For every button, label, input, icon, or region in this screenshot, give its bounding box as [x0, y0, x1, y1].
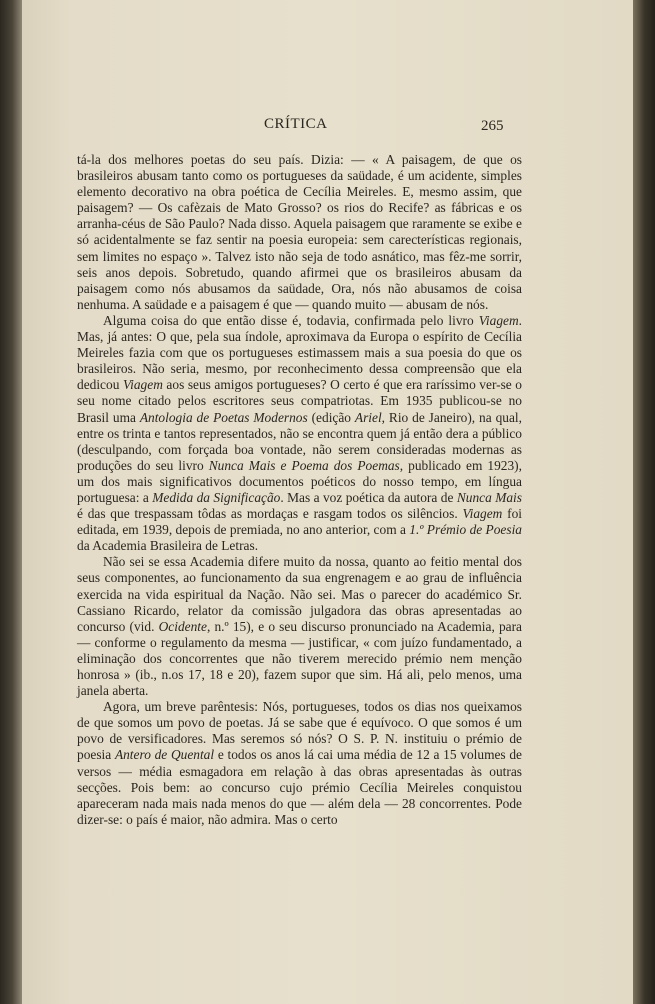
italic-title: Viagem — [462, 506, 503, 522]
italic-title: 1.º Prémio de Poesia — [409, 522, 523, 538]
text-run: da Academia Brasileira de Letras. — [77, 538, 259, 554]
text-run: . Mas a voz poética da autora de — [280, 489, 457, 505]
italic-title: Antologia de Poetas Modernos — [139, 409, 308, 425]
italic-title: Ariel — [354, 409, 382, 425]
text-run: . Mas, já antes: O que, pela sua índole, aproximava da Europa o espírito de Cecília Meireles fazia com que os portugueses estimassem mais a sua poesia do que os brasileiros. Não seria, mesmo, por reconhecimento dessa compreensão que ela dedicou — [77, 312, 522, 393]
book-page — [22, 0, 633, 1004]
running-title: CRÍTICA — [264, 116, 328, 132]
text-run: Não sei se essa Academia difere muito da nossa, quanto ao feitio mental dos seus componentes, ao funcionamento da sua engrenagem e ao grau de influência exercida na vida espiritual da Nação. Não sei. Mas o parecer do académico Sr. Cassiano Ricardo, relator da comissão julgadora das obras apresentadas ao concurso (vid. — [77, 554, 522, 634]
italic-title: Viagem — [478, 312, 519, 328]
italic-title: Nunca Mais e Poema dos Poemas — [208, 457, 400, 473]
text-run: , publicado em 1923), um dos mais significativos documentos poéticos do nosso tempo, em língua portuguesa: a — [77, 457, 522, 505]
paragraph — [77, 699, 522, 828]
italic-title: Viagem — [122, 377, 163, 393]
text-run: tá-la dos melhores poetas do seu país. Dizia: — « A paisagem, de que os brasileiros abusam tanto como os portugueses da saüdade, é um acidente, simples elemento decorativo na obra poética de Cecília Meireles. E, mesmo assim, que paisagem? — Os cafèzais de Mato Grosso? os rios do Recife? as fábricas e os arranha-céus de São Paulo? Nada disso. Aquela paisagem que raramente se exibe e só acidentalmente se faz sentir na poesia europeia: sem carecterísticas regionais, sem limites no espaço ». Talvez isto não seja de todo asnático, mas fêz-me sorrir, seis anos depois. Sobretudo, quando afirmei que os brasileiros abusam da paisagem como nós abusamos da saüdade, Ora, nós não abusamos de coisa nenhuma. A saüdade e a paisagem é que — quando muito — abusam de nós. — [77, 152, 522, 312]
book-gutter-edge — [0, 0, 22, 1004]
italic-title: Ocidente — [158, 618, 207, 634]
paragraph — [77, 554, 522, 699]
text-run: foi editada, em 1939, depois de premiada, no ano anterior, com a — [77, 506, 522, 538]
italic-title: Medida da Significação — [152, 489, 281, 505]
paragraph — [77, 152, 522, 313]
text-run: (edição — [307, 409, 355, 425]
page-header — [22, 116, 633, 138]
text-run: e todos os anos lá cai uma média de 12 a 15 volumes de versos — média esmagadora em relação à das obras apresentadas às outras secções. Pois bem: ao concurso cujo prémio Cecília Meireles conquistou apareceram nada mais nada menos do que — além dela — 28 concorrentes. Pode dizer-se: o país é maior, não admira. Mas o certo — [77, 747, 522, 827]
paragraph — [77, 313, 522, 554]
text-run: aos seus amigos portugueses? O certo é que era raríssimo ver-se o seu nome citado pelos escritores seus compatriotas. Em 1935 publicou-se no Brasil uma — [77, 377, 523, 425]
text-run: Alguma coisa do que então disse é, todavia, confirmada pelo livro — [103, 312, 479, 328]
text-run: é das que trespassam tôdas as mordaças e rasgam todos os silêncios. — [77, 506, 463, 522]
text-run: , n.º 15), e o seu discurso pronunciado na Academia, para — conforme o regulamento da mesma — justificar, « com juízo fundamentado, a eliminação dos concorrentes que não tiverem merecido prémio nem menção honrosa » (ib., n.os 17, 18 e 20), fazem supor que sim. Há ali, pelo menos, uma janela aberta. — [77, 618, 523, 699]
italic-title: Antero de Quental — [114, 747, 215, 763]
text-run: Agora, um breve parêntesis: Nós, portugueses, todos os dias nos queixamos de que somos um povo de poetas. Já se sabe que é equívoco. O que somos é um povo de versificadores. Mas seremos só nós? O S. P. N. instituiu o prémio de poesia — [77, 699, 522, 763]
page-number: 265 — [481, 118, 504, 134]
italic-title: Nunca Mais — [456, 489, 522, 505]
book-fore-edge — [633, 0, 655, 1004]
text-run: , Rio de Janeiro), na qual, entre os trinta e tantos representados, não se encontra quem já então dera a público (desculpando, com forçada boa vontade, não serem consideradas modernas as produções do seu livro — [77, 409, 522, 473]
body-text — [77, 152, 522, 828]
